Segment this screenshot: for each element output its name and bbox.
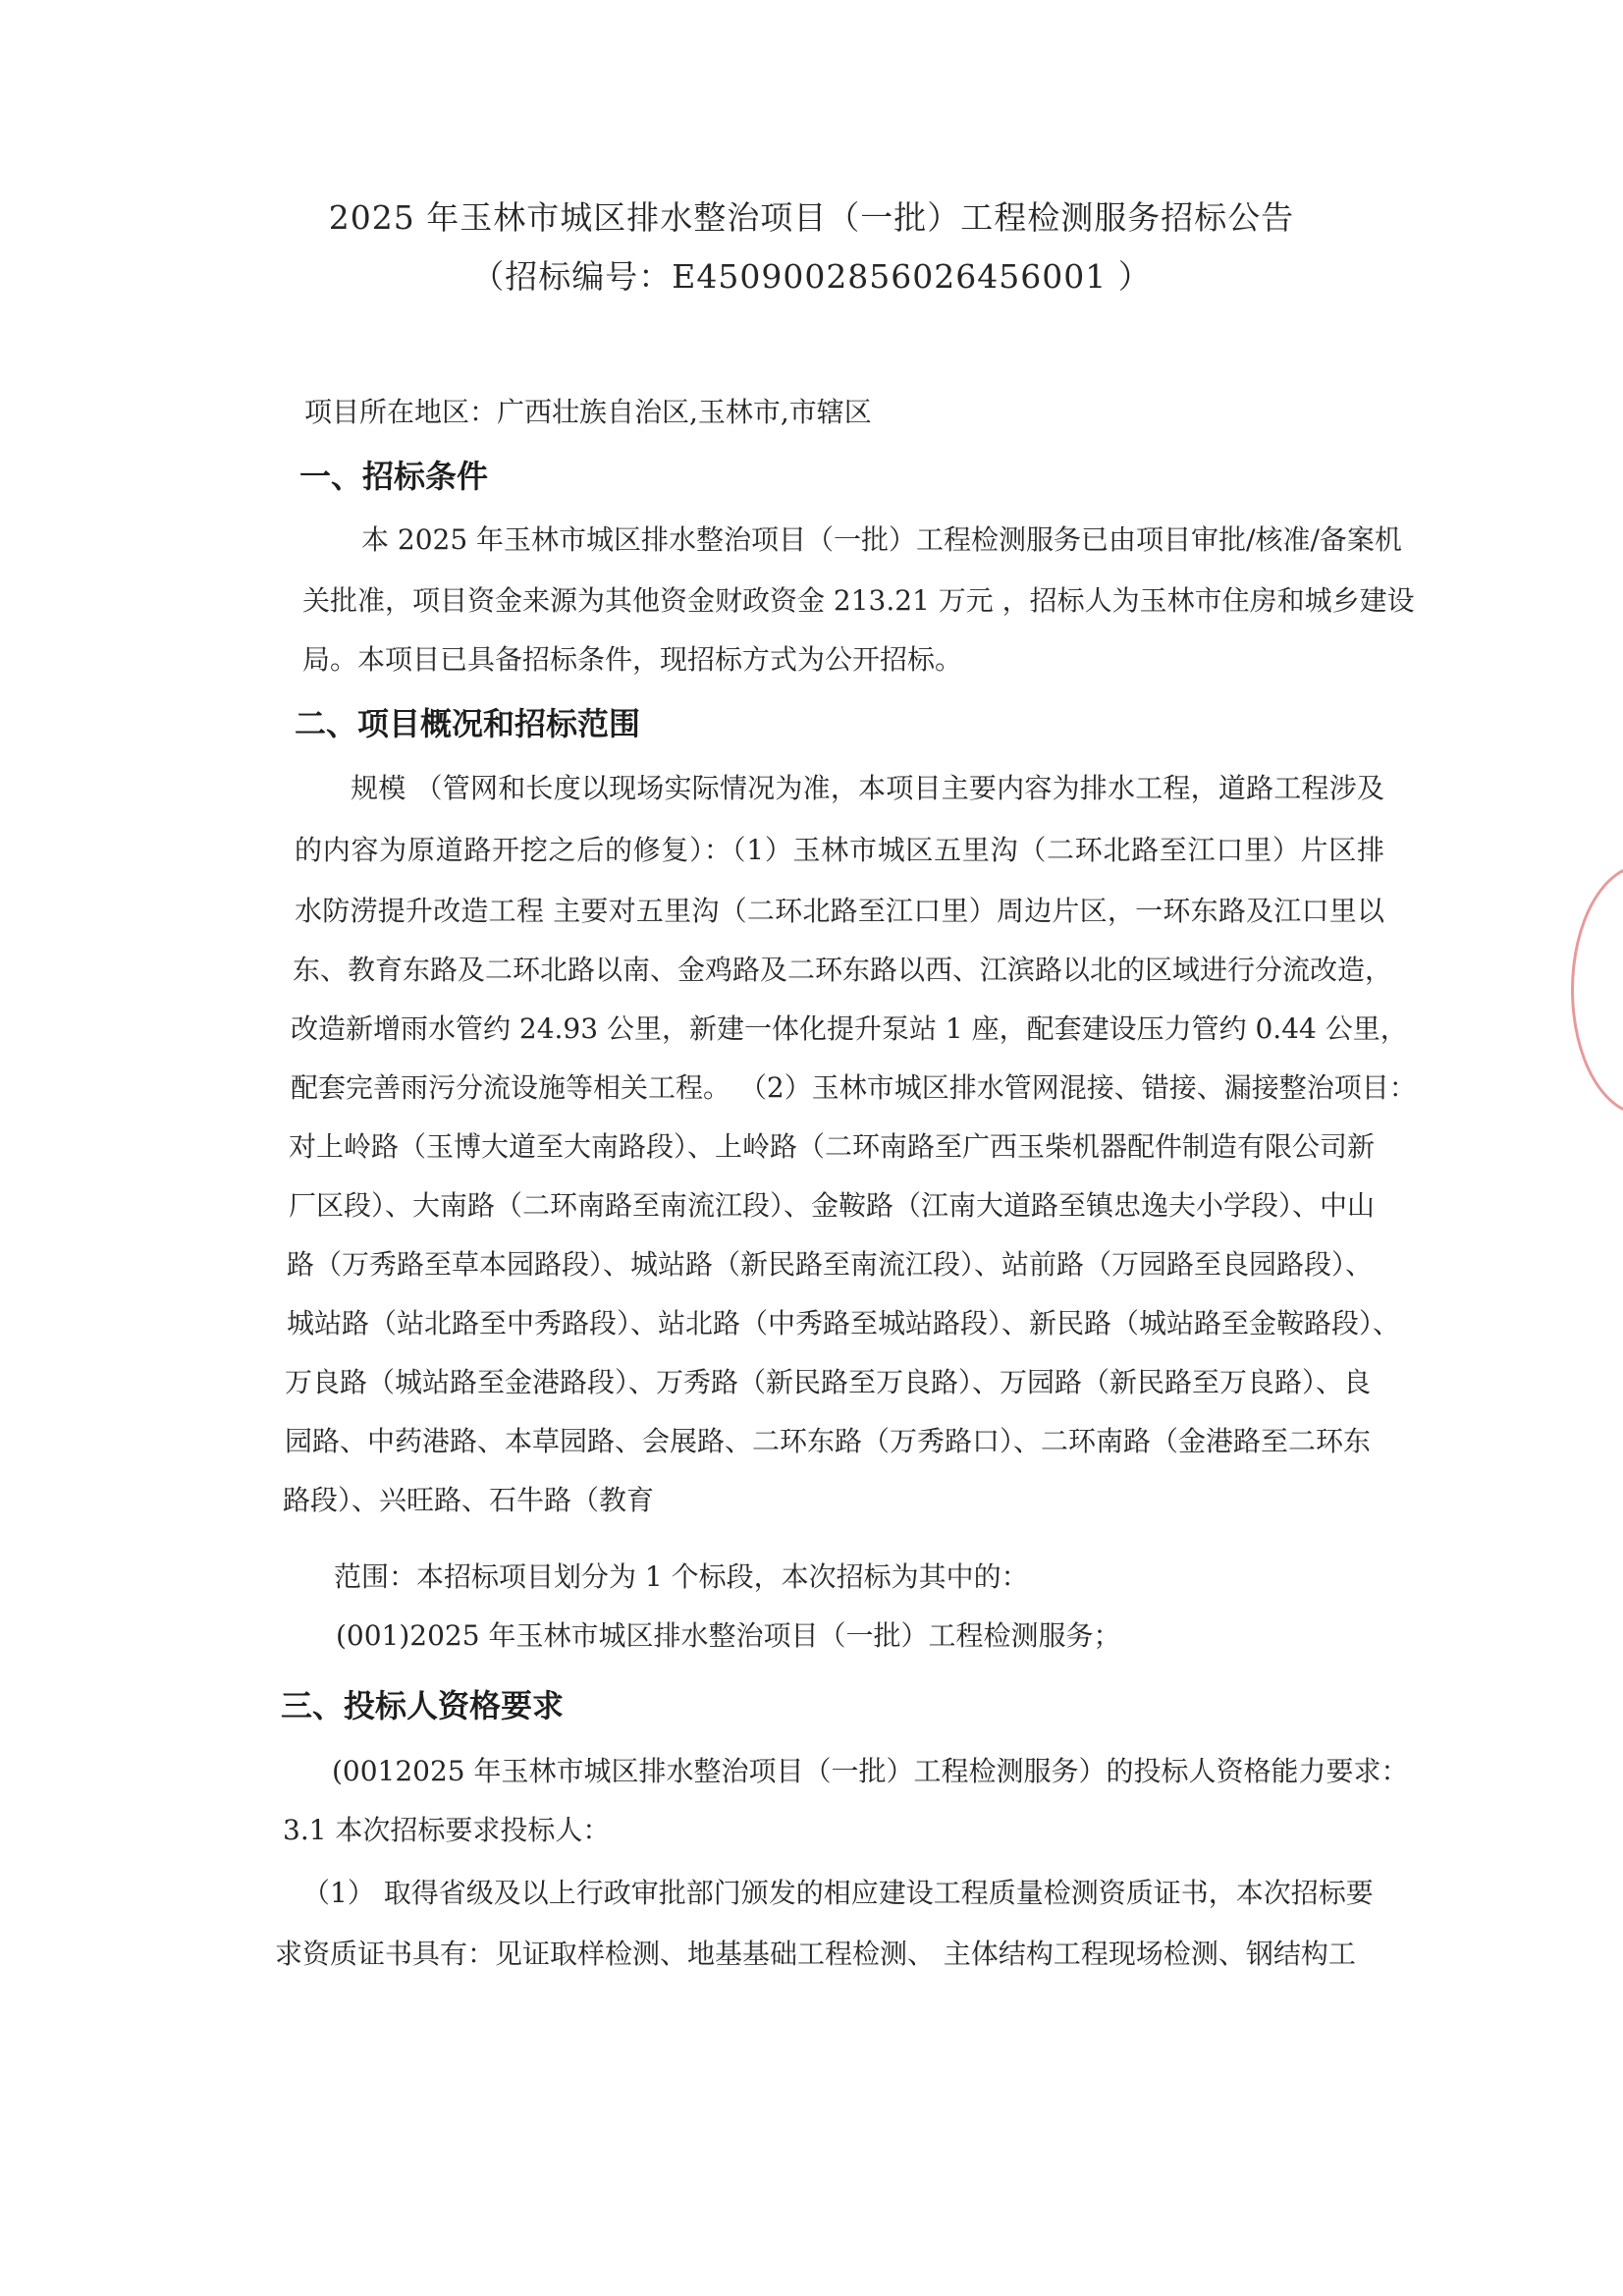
paragraph-line: 城站路（站北路至中秀路段）、站北路（中秀路至城站路段）、新民路（城站路至金鞍路段）、 [287, 1307, 1401, 1339]
paragraph-line: 园路、中药港路、本草园路、会展路、二环东路（万秀路口）、二环南路（金港路至二环东 [285, 1425, 1372, 1457]
paragraph-line: 配套完善雨污分流设施等相关工程。 （2）玉林市城区排水管网混接、错接、漏接整治项目： [291, 1071, 1417, 1104]
section-heading-2: 二、项目概况和招标范围 [295, 705, 641, 742]
paragraph-line: 水防涝提升改造工程 主要对五里沟（二环北路至江口里）周边片区，一环东路及江口里以 [295, 895, 1384, 927]
paragraph-line: 关批准，项目资金来源为其他资金财政资金 213.21 万元 ，招标人为玉林市住房和城乡建设 [302, 584, 1415, 617]
paragraph-line: 东、教育东路及二环北路以南、金鸡路及二环东路以西、江滨路以北的区域进行分流改造， [293, 954, 1393, 986]
qualification-sub: 3.1 本次招标要求投标人： [283, 1814, 611, 1846]
paragraph-line: 规模 （管网和长度以现场实际情况为准，本项目主要内容为排水工程，道路工程涉及 [351, 772, 1384, 804]
paragraph-line: 改造新增雨水管约 24.93 公里，新建一体化提升泵站 1 座，配套建设压力管约 0.44 公里， [291, 1012, 1408, 1045]
lot-line: (001)2025 年玉林市城区排水整治项目（一批）工程检测服务； [336, 1619, 1121, 1652]
paragraph-line: 求资质证书具有：见证取样检测、地基基础工程检测、 主体结构工程现场检测、钢结构工 [275, 1938, 1356, 1970]
red-seal-stamp [1571, 864, 1623, 1116]
paragraph-line: 对上岭路（玉博大道至大南路段）、上岭路（二环南路至广西玉柴机器配件制造有限公司新 [289, 1130, 1376, 1163]
paragraph-line: 的内容为原道路开挖之后的修复）：（1）玉林市城区五里沟（二环北路至江口里）片区排 [295, 834, 1384, 866]
paragraph-line: 路（万秀路至草本园路段）、城站路（新民路至南流江段）、站前路（万园路至良园路段）、 [287, 1248, 1374, 1281]
qualification-intro: (0012025 年玉林市城区排水整治项目（一批）工程检测服务）的投标人资格能力要求： [332, 1755, 1409, 1787]
scope-line: 范围：本招标项目划分为 1 个标段，本次招标为其中的： [334, 1560, 1029, 1593]
paragraph-line: 本 2025 年玉林市城区排水整治项目（一批）工程检测服务已由项目审批/核准/备案机 [361, 523, 1402, 556]
section-heading-1: 一、招标条件 [299, 458, 489, 495]
paragraph-line: 局。本项目已具备招标条件，现招标方式为公开招标。 [302, 643, 963, 676]
project-location: 项目所在地区：广西壮族自治区,玉林市,市辖区 [304, 396, 872, 428]
document-title: 2025 年玉林市城区排水整治项目（一批）工程检测服务招标公告 [328, 198, 1295, 237]
paragraph-line: 路段）、兴旺路、石牛路（教育 [283, 1484, 655, 1516]
paragraph-line: 万良路（城站路至金港路段）、万秀路（新民路至万良路）、万园路（新民路至万良路）、良 [285, 1366, 1372, 1398]
paragraph-line: （1） 取得省级及以上行政审批部门颁发的相应建设工程质量检测资质证书，本次招标要 [302, 1877, 1374, 1909]
section-heading-3: 三、投标人资格要求 [281, 1687, 565, 1724]
paragraph-line: 厂区段）、大南路（二环南路至南流江段）、金鞍路（江南大道路至镇忠逸夫小学段）、中山 [289, 1189, 1376, 1222]
tender-number: （招标编号：E4509002856026456001 ） [471, 257, 1152, 296]
